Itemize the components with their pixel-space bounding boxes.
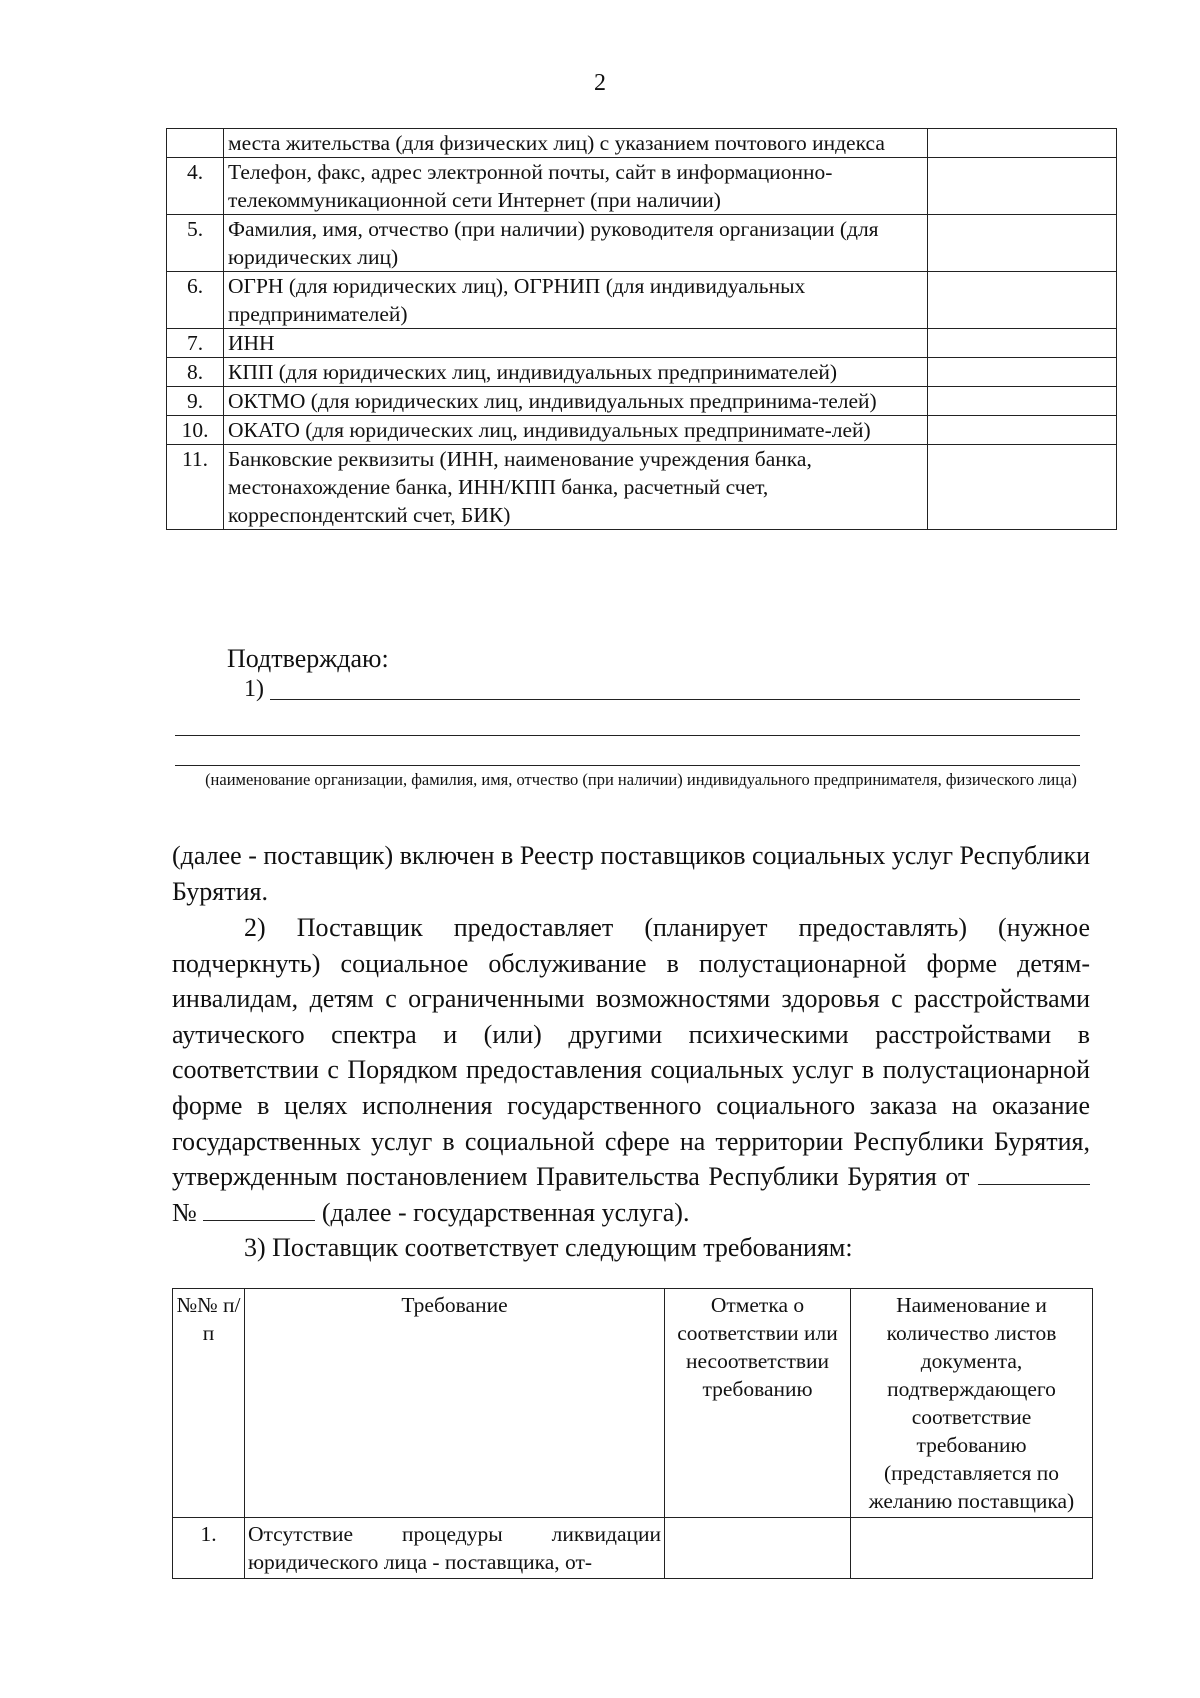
row-number: 10. <box>167 416 224 445</box>
table-row <box>167 129 1117 158</box>
row-label: ИНН <box>224 329 928 358</box>
header-requirement: Требование <box>245 1289 665 1518</box>
confirm-label: Подтверждаю: <box>227 644 389 673</box>
paragraph-2-text: 2) Поставщик предоставляет (планирует предоставлять) (нужное подчеркнуть) социальное обслуживание в полустационарной форме детям-инвалидам, детям с ограниченными возможностями здоровья с расстройствами аутического спектра и (или) другими психическими расстройствами в соответствии с Порядком предоставления социальных услуг в полустационарной форме в целях исполнения государственного социального заказа на оказание государственных услуг в социальной сфере на территории Республики Бурятия, утвержденным постановлением Правительства Республики Бурятия от <box>172 913 1090 1192</box>
row-value <box>928 387 1117 416</box>
table-row <box>173 1518 1093 1579</box>
row-number: 1. <box>173 1518 245 1579</box>
fill-line-2 <box>175 735 1080 736</box>
table-header-row <box>173 1289 1093 1518</box>
supplier-info-table <box>166 128 1117 530</box>
table-row <box>167 329 1117 358</box>
row-number: 6. <box>167 272 224 329</box>
row-label: Телефон, факс, адрес электронной почты, сайт в информационно-телекоммуникационной сети Интернет (при наличии) <box>224 158 928 215</box>
row-value <box>928 158 1117 215</box>
paragraph-2 <box>172 910 1090 1230</box>
row-label: ОГРН (для юридических лиц), ОГРНИП (для индивидуальных предпринимателей) <box>224 272 928 329</box>
table-row <box>167 272 1117 329</box>
row-label: ОКТМО (для юридических лиц, индивидуальных предпринима-телей) <box>224 387 928 416</box>
paragraph-3: 3) Поставщик соответствует следующим требованиям: <box>244 1233 853 1262</box>
fill-line-1 <box>270 699 1080 700</box>
row-number: 11. <box>167 445 224 530</box>
header-num: №№ п/п <box>173 1289 245 1518</box>
requirements-table <box>172 1288 1093 1579</box>
table-row <box>167 215 1117 272</box>
row-number <box>167 129 224 158</box>
row-mark <box>665 1518 851 1579</box>
row-value <box>928 215 1117 272</box>
header-document: Наименование и количество листов документа, подтверждающего соответствие требованию (представляется по желанию поставщика) <box>851 1289 1093 1518</box>
table-row <box>167 445 1117 530</box>
page-number: 2 <box>594 70 606 96</box>
row-label: Фамилия, имя, отчество (при наличии) руководителя организации (для юридических лиц) <box>224 215 928 272</box>
paragraph-2-end: (далее - государственная услуга). <box>321 1197 690 1227</box>
row-label: Банковские реквизиты (ИНН, наименование учреждения банка, местонахождение банка, ИНН/КПП банка, расчетный счет, корреспондентский счет, БИК) <box>224 445 928 530</box>
table-row <box>167 158 1117 215</box>
row-value <box>928 358 1117 387</box>
row-number: 7. <box>167 329 224 358</box>
row-number: 4. <box>167 158 224 215</box>
fill-line-3 <box>175 765 1080 766</box>
item-1-label: 1) <box>244 676 264 702</box>
number-blank[interactable] <box>203 1198 315 1221</box>
row-value <box>928 129 1117 158</box>
table-row <box>167 387 1117 416</box>
row-value <box>928 329 1117 358</box>
row-value <box>928 272 1117 329</box>
table-row <box>167 358 1117 387</box>
row-document <box>851 1518 1093 1579</box>
name-caption: (наименование организации, фамилия, имя, отчество (при наличии) индивидуального предпринимателя, физического лица) <box>205 770 1077 789</box>
row-label: КПП (для юридических лиц, индивидуальных предпринимателей) <box>224 358 928 387</box>
table-row <box>167 416 1117 445</box>
row-label: места жительства (для физических лиц) с указанием почтового индекса <box>224 129 928 158</box>
row-number: 5. <box>167 215 224 272</box>
number-sign: № <box>172 1197 197 1227</box>
header-mark: Отметка о соответствии или несоответствии требованию <box>665 1289 851 1518</box>
paragraph-1: (далее - поставщик) включен в Реестр поставщиков социальных услуг Республики Бурятия. <box>172 841 1090 906</box>
row-requirement: Отсутствие процедуры ликвидации юридического лица - поставщика, от- <box>245 1518 665 1579</box>
row-label: ОКАТО (для юридических лиц, индивидуальных предпринимате-лей) <box>224 416 928 445</box>
row-value <box>928 416 1117 445</box>
row-value <box>928 445 1117 530</box>
row-number: 8. <box>167 358 224 387</box>
row-number: 9. <box>167 387 224 416</box>
date-blank[interactable] <box>978 1162 1090 1185</box>
